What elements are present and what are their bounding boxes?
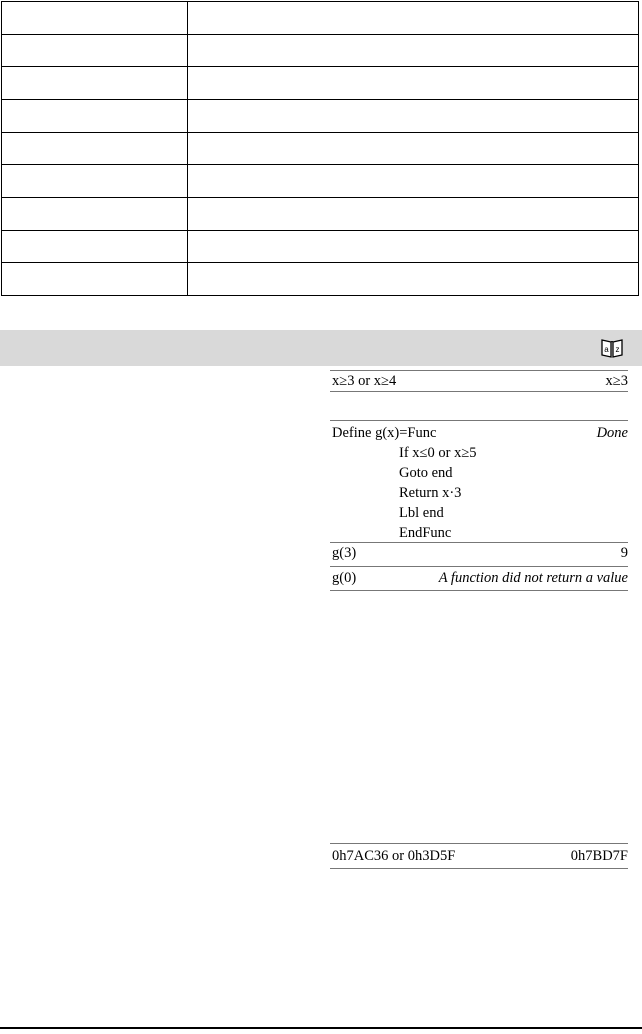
svg-text:z: z [615, 345, 620, 354]
table-row [2, 34, 639, 67]
section-banner [0, 330, 642, 366]
example-result: x≥3 [605, 373, 628, 389]
example-row [330, 371, 628, 391]
example-input: g(3) [332, 545, 357, 561]
table-row [2, 197, 639, 230]
example-input: 0h7AC36 or 0h3D5F [332, 848, 456, 864]
page-bottom-rule [0, 1027, 642, 1029]
table-row [2, 99, 639, 132]
example-result: Done [596, 425, 628, 441]
example-result: 9 [620, 545, 628, 561]
code-line: If x≤0 or x≥5 [399, 445, 477, 461]
define-statement: Define g(x)=Func [332, 425, 437, 441]
example-row [330, 423, 628, 443]
code-line: Goto end [399, 465, 453, 481]
table-row [2, 132, 639, 165]
example-result: 0h7BD7F [570, 848, 628, 864]
error-message: A function did not return a value [438, 570, 628, 586]
code-line: Return x·3 [399, 485, 462, 501]
table-row [2, 2, 639, 35]
table-row [2, 230, 639, 263]
example-row [330, 543, 628, 563]
example-input: g(0) [332, 570, 357, 586]
table-row [2, 165, 639, 198]
code-line: EndFunc [399, 525, 452, 541]
example-input: x≥3 or x≥4 [332, 373, 397, 389]
svg-text:a: a [604, 345, 609, 354]
table-row [2, 263, 639, 296]
code-line: Lbl end [399, 505, 444, 521]
reference-table [1, 1, 639, 296]
table-row [2, 67, 639, 100]
catalog-book-icon [600, 337, 624, 359]
example-row [330, 846, 628, 866]
example-row [330, 568, 628, 588]
